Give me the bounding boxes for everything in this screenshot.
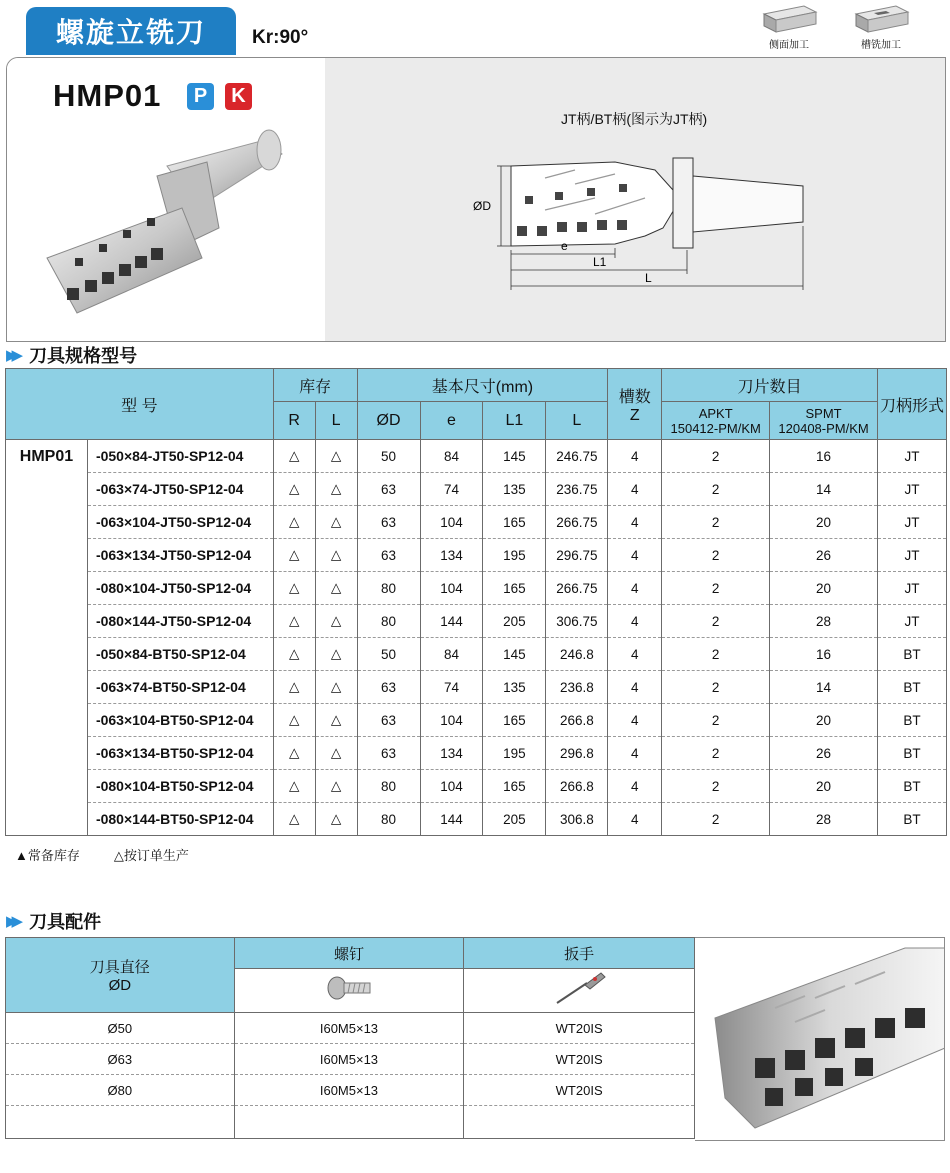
cell-len: 266.8: [546, 704, 608, 737]
apkt-grade: 150412-PM/KM: [670, 420, 761, 436]
legend-made-to-order: △按订单生产: [113, 848, 189, 863]
model-code-cell: -080×104-JT50-SP12-04: [87, 572, 273, 605]
cell-r: △: [273, 539, 315, 572]
table-row: [6, 1013, 695, 1044]
cell-shank: BT: [878, 803, 947, 836]
col-header-stock: 库存: [273, 369, 357, 402]
col-header-model: 型 号: [6, 369, 274, 440]
col-header-spmt: [770, 402, 878, 440]
cell-spmt: 20: [770, 704, 878, 737]
acc-cell-wrench: WT20IS: [464, 1075, 695, 1106]
cell-shank: BT: [878, 737, 947, 770]
cell-shank: JT: [878, 473, 947, 506]
cell-spmt: 14: [770, 671, 878, 704]
cell-len: 236.75: [546, 473, 608, 506]
acc-header-wrench: 扳手: [464, 938, 695, 969]
cell-l: △: [315, 737, 357, 770]
acc-header-screw: 螺钉: [234, 938, 464, 969]
model-name: HMP01: [53, 78, 162, 113]
cell-l: △: [315, 605, 357, 638]
mode-label: 槽铣加工: [861, 40, 901, 51]
spec-heading-label: 刀具规格型号: [29, 346, 138, 366]
cell-e: 74: [420, 473, 483, 506]
cell-l: △: [315, 803, 357, 836]
cell-l1: 135: [483, 473, 546, 506]
model-code-cell: -050×84-JT50-SP12-04: [87, 440, 273, 473]
cell-z: 4: [608, 638, 662, 671]
page-title: 螺旋立铣刀: [26, 7, 236, 55]
cell-shank: JT: [878, 605, 947, 638]
series-name: HMP01: [6, 440, 88, 836]
cell-l: △: [315, 572, 357, 605]
cell-r: △: [273, 803, 315, 836]
cell-d: 63: [357, 704, 420, 737]
cell-r: △: [273, 671, 315, 704]
mode-slot-milling: [846, 4, 916, 51]
acc-cell-wrench: WT20IS: [464, 1013, 695, 1044]
slot-milling-icon: [852, 4, 910, 34]
cell-shank: JT: [878, 539, 947, 572]
cell-e: 104: [420, 572, 483, 605]
col-header-apkt: [662, 402, 770, 440]
col-header-shank: 刀柄形式: [878, 369, 947, 440]
cell-r: △: [273, 440, 315, 473]
cell-d: 80: [357, 803, 420, 836]
cell-apkt: 2: [662, 539, 770, 572]
cell-shank: JT: [878, 572, 947, 605]
cell-l: △: [315, 473, 357, 506]
screw-icon-cell: [234, 969, 464, 1013]
apkt-label: APKT: [698, 405, 733, 421]
cell-z: 4: [608, 605, 662, 638]
model-code-cell: -063×104-BT50-SP12-04: [87, 704, 273, 737]
acc-cell-wrench: WT20IS: [464, 1044, 695, 1075]
cell-d: 80: [357, 770, 420, 803]
col-header-l: L: [315, 402, 357, 440]
cell-z: 4: [608, 440, 662, 473]
cell-len: 266.75: [546, 572, 608, 605]
cell-e: 104: [420, 770, 483, 803]
cell-e: 104: [420, 704, 483, 737]
cell-apkt: 2: [662, 737, 770, 770]
cell-e: 134: [420, 539, 483, 572]
cell-l: △: [315, 671, 357, 704]
acc-header-diameter: [6, 938, 235, 1013]
cell-e: 134: [420, 737, 483, 770]
cell-d: 63: [357, 506, 420, 539]
material-badge-k: K: [225, 83, 252, 110]
cell-d: 80: [357, 572, 420, 605]
cell-spmt: 16: [770, 638, 878, 671]
cell-e: 144: [420, 803, 483, 836]
stock-legend: [15, 845, 189, 864]
accessory-heading-label: 刀具配件: [29, 912, 102, 932]
cell-l1: 195: [483, 539, 546, 572]
cell-e: 84: [420, 440, 483, 473]
cell-shank: BT: [878, 671, 947, 704]
table-row: [6, 704, 947, 737]
cell-len: 266.8: [546, 770, 608, 803]
accessory-table-body: [6, 1013, 695, 1139]
product-panel: [6, 57, 946, 342]
table-row: [6, 737, 947, 770]
cell-apkt: 2: [662, 572, 770, 605]
wrench-icon-cell: [464, 969, 695, 1013]
spec-table: [5, 368, 947, 836]
col-header-len: L: [546, 402, 608, 440]
table-row: [6, 770, 947, 803]
acc-cell-dia: Ø50: [6, 1013, 235, 1044]
cell-len: 266.75: [546, 506, 608, 539]
model-code-cell: -080×144-BT50-SP12-04: [87, 803, 273, 836]
cell-apkt: 2: [662, 638, 770, 671]
cell-z: 4: [608, 473, 662, 506]
model-code-cell: -063×74-BT50-SP12-04: [87, 671, 273, 704]
cell-l1: 165: [483, 572, 546, 605]
table-row: [6, 1044, 695, 1075]
spmt-label: SPMT: [805, 405, 842, 421]
side-milling-icon: [760, 4, 818, 34]
cell-l: △: [315, 770, 357, 803]
acc-cell-dia: Ø63: [6, 1044, 235, 1075]
dim-e-label: e: [561, 239, 568, 253]
cell-len: 246.75: [546, 440, 608, 473]
table-row: [6, 605, 947, 638]
cell-l: △: [315, 440, 357, 473]
cell-r: △: [273, 572, 315, 605]
model-code-cell: -063×74-JT50-SP12-04: [87, 473, 273, 506]
cell-l1: 205: [483, 605, 546, 638]
col-header-d: ØD: [357, 402, 420, 440]
cell-shank: BT: [878, 704, 947, 737]
cell-spmt: 28: [770, 605, 878, 638]
cell-shank: BT: [878, 770, 947, 803]
cell-l: △: [315, 539, 357, 572]
acc-diameter-symbol: ØD: [108, 977, 132, 994]
accessory-section-heading: [6, 908, 101, 934]
cell-l1: 145: [483, 638, 546, 671]
accessory-table: [5, 937, 695, 1139]
cell-len: 306.8: [546, 803, 608, 836]
double-chevron-icon: ▶▶: [6, 347, 18, 364]
cell-z: 4: [608, 737, 662, 770]
acc-diameter-label: 刀具直径: [89, 959, 150, 976]
dimension-drawing: [325, 58, 946, 342]
tool-closeup-image: [695, 938, 945, 1141]
cell-apkt: 2: [662, 506, 770, 539]
mode-label: 侧面加工: [769, 40, 809, 51]
cell-l1: 195: [483, 737, 546, 770]
cell-d: 50: [357, 440, 420, 473]
table-row: [6, 1075, 695, 1106]
cell-len: 296.75: [546, 539, 608, 572]
acc-cell-screw: I60M5×13: [234, 1075, 464, 1106]
cell-e: 84: [420, 638, 483, 671]
model-code-cell: -080×144-JT50-SP12-04: [87, 605, 273, 638]
cell-d: 63: [357, 473, 420, 506]
dim-d-label: ØD: [473, 199, 491, 213]
cell-spmt: 14: [770, 473, 878, 506]
cell-spmt: 26: [770, 737, 878, 770]
cell-r: △: [273, 638, 315, 671]
flutes-z-label: Z: [629, 406, 640, 424]
cell-e: 144: [420, 605, 483, 638]
cell-l: △: [315, 638, 357, 671]
kr-angle: Kr:90°: [252, 27, 309, 48]
acc-cell-screw: I60M5×13: [234, 1044, 464, 1075]
col-header-l1: L1: [483, 402, 546, 440]
material-badge-p: P: [187, 83, 214, 110]
cell-len: 306.75: [546, 605, 608, 638]
cell-l: △: [315, 704, 357, 737]
table-row: [6, 506, 947, 539]
cell-shank: BT: [878, 638, 947, 671]
cell-spmt: 16: [770, 440, 878, 473]
cell-spmt: 28: [770, 803, 878, 836]
empty-row: [6, 1106, 695, 1139]
cell-apkt: 2: [662, 704, 770, 737]
tool-photo: [7, 58, 325, 342]
model-code-cell: -080×104-BT50-SP12-04: [87, 770, 273, 803]
dimension-drawing-area: [325, 58, 946, 342]
cell-spmt: 20: [770, 572, 878, 605]
table-row: [6, 638, 947, 671]
cell-r: △: [273, 473, 315, 506]
col-header-r: R: [273, 402, 315, 440]
col-header-flutes: [608, 369, 662, 440]
shank-caption: JT柄/BT柄(图示为JT柄): [561, 111, 708, 127]
wrench-icon: [549, 969, 609, 1009]
cell-z: 4: [608, 506, 662, 539]
model-code-cell: -063×134-BT50-SP12-04: [87, 737, 273, 770]
cell-apkt: 2: [662, 770, 770, 803]
cell-apkt: 2: [662, 473, 770, 506]
col-header-e: e: [420, 402, 483, 440]
table-row: [6, 803, 947, 836]
cell-e: 104: [420, 506, 483, 539]
flutes-label: 槽数: [618, 388, 651, 406]
spec-table-body: [6, 440, 947, 836]
spmt-grade: 120408-PM/KM: [778, 420, 869, 436]
cell-apkt: 2: [662, 605, 770, 638]
cell-len: 246.8: [546, 638, 608, 671]
table-row: [6, 440, 947, 473]
cell-shank: JT: [878, 506, 947, 539]
table-row: [6, 671, 947, 704]
cell-z: 4: [608, 671, 662, 704]
table-row: [6, 572, 947, 605]
cell-spmt: 20: [770, 506, 878, 539]
model-code-cell: -050×84-BT50-SP12-04: [87, 638, 273, 671]
cell-l1: 145: [483, 440, 546, 473]
model-code-cell: -063×104-JT50-SP12-04: [87, 506, 273, 539]
acc-cell-dia: Ø80: [6, 1075, 235, 1106]
cell-d: 63: [357, 539, 420, 572]
dim-l-label: L: [645, 271, 652, 285]
empty-cell: [464, 1106, 695, 1139]
cell-r: △: [273, 737, 315, 770]
cell-z: 4: [608, 803, 662, 836]
mode-side-milling: [754, 4, 824, 51]
cell-apkt: 2: [662, 803, 770, 836]
cell-l1: 135: [483, 671, 546, 704]
cell-len: 236.8: [546, 671, 608, 704]
cell-d: 80: [357, 605, 420, 638]
col-header-inserts: 刀片数目: [662, 369, 878, 402]
cell-r: △: [273, 506, 315, 539]
cell-l1: 165: [483, 704, 546, 737]
cell-d: 63: [357, 671, 420, 704]
cell-z: 4: [608, 704, 662, 737]
col-header-basic-dims: 基本尺寸(mm): [357, 369, 608, 402]
cell-spmt: 26: [770, 539, 878, 572]
cell-apkt: 2: [662, 671, 770, 704]
cell-shank: JT: [878, 440, 947, 473]
cell-l: △: [315, 506, 357, 539]
cell-l1: 165: [483, 506, 546, 539]
cell-z: 4: [608, 572, 662, 605]
cell-z: 4: [608, 770, 662, 803]
double-chevron-icon: ▶▶: [6, 913, 18, 930]
cell-r: △: [273, 605, 315, 638]
cell-len: 296.8: [546, 737, 608, 770]
cell-d: 63: [357, 737, 420, 770]
product-photo-area: [7, 58, 325, 342]
dim-l1-label: L1: [593, 255, 607, 269]
model-code-cell: -063×134-JT50-SP12-04: [87, 539, 273, 572]
screw-icon: [324, 974, 374, 1004]
acc-cell-screw: I60M5×13: [234, 1013, 464, 1044]
cell-apkt: 2: [662, 440, 770, 473]
cell-d: 50: [357, 638, 420, 671]
legend-stocked: ▲常备库存: [15, 848, 80, 863]
cell-spmt: 20: [770, 770, 878, 803]
table-row: [6, 473, 947, 506]
cell-r: △: [273, 770, 315, 803]
table-row: [6, 539, 947, 572]
spec-section-heading: [6, 342, 137, 368]
tool-closeup-photo: [695, 937, 945, 1141]
cell-l1: 165: [483, 770, 546, 803]
empty-cell: [6, 1106, 235, 1139]
cell-z: 4: [608, 539, 662, 572]
cell-r: △: [273, 704, 315, 737]
cell-l1: 205: [483, 803, 546, 836]
cell-e: 74: [420, 671, 483, 704]
empty-cell: [234, 1106, 464, 1139]
